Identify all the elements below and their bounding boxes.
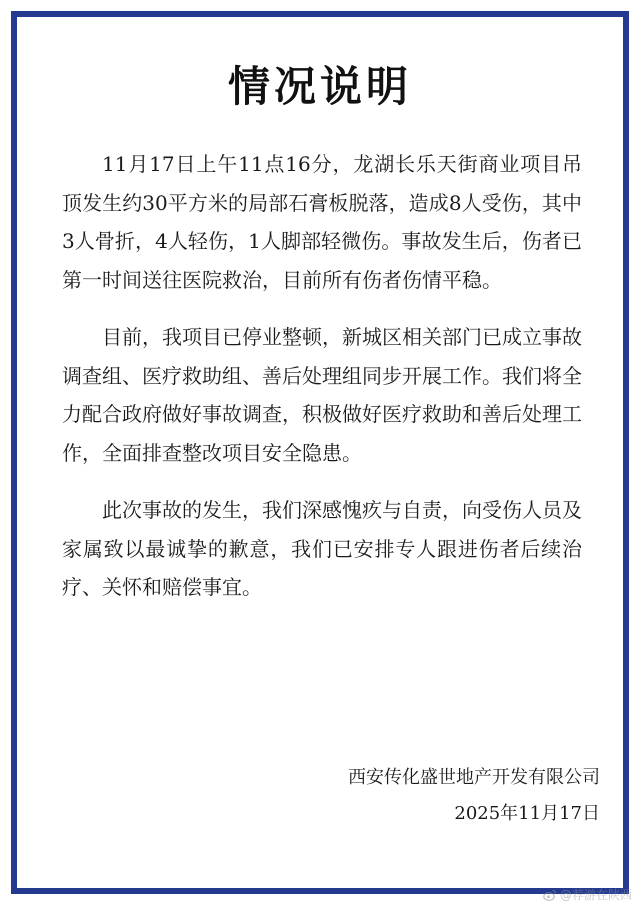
signature-date: 2025年11月17日 — [454, 803, 600, 824]
document-body — [62, 145, 582, 626]
watermark — [543, 886, 632, 903]
paragraph-incident: 11月17日上午11点16分，龙湖长乐天街商业项目吊顶发生约30平方米的局部石膏板脱落，造成8人受伤，其中3人骨折，4人轻伤，1人脚部轻微伤。事故发生后，伤者已第一时间送往医院救治，目前所有伤者伤情平稳。 — [62, 152, 582, 292]
paragraph-apology: 此次事故的发生，我们深感愧疚与自责，向受伤人员及家属致以最诚挚的歉意，我们已安排专人跟进伤者后续治疗、关怀和赔偿事宜。 — [62, 498, 582, 599]
watermark-text: @荐游在陕西 — [559, 888, 632, 902]
signature-block — [348, 760, 600, 832]
weibo-icon — [543, 888, 557, 902]
document-title: 情况说明 — [227, 62, 412, 111]
signature-company: 西安传化盛世地产开发有限公司 — [348, 767, 600, 788]
paragraph-response: 目前，我项目已停业整顿，新城区相关部门已成立事故调查组、医疗救助组、善后处理组同步开展工作。我们将全力配合政府做好事故调查，积极做好医疗救助和善后处理工作，全面排查整改项目安全隐患。 — [62, 325, 582, 465]
